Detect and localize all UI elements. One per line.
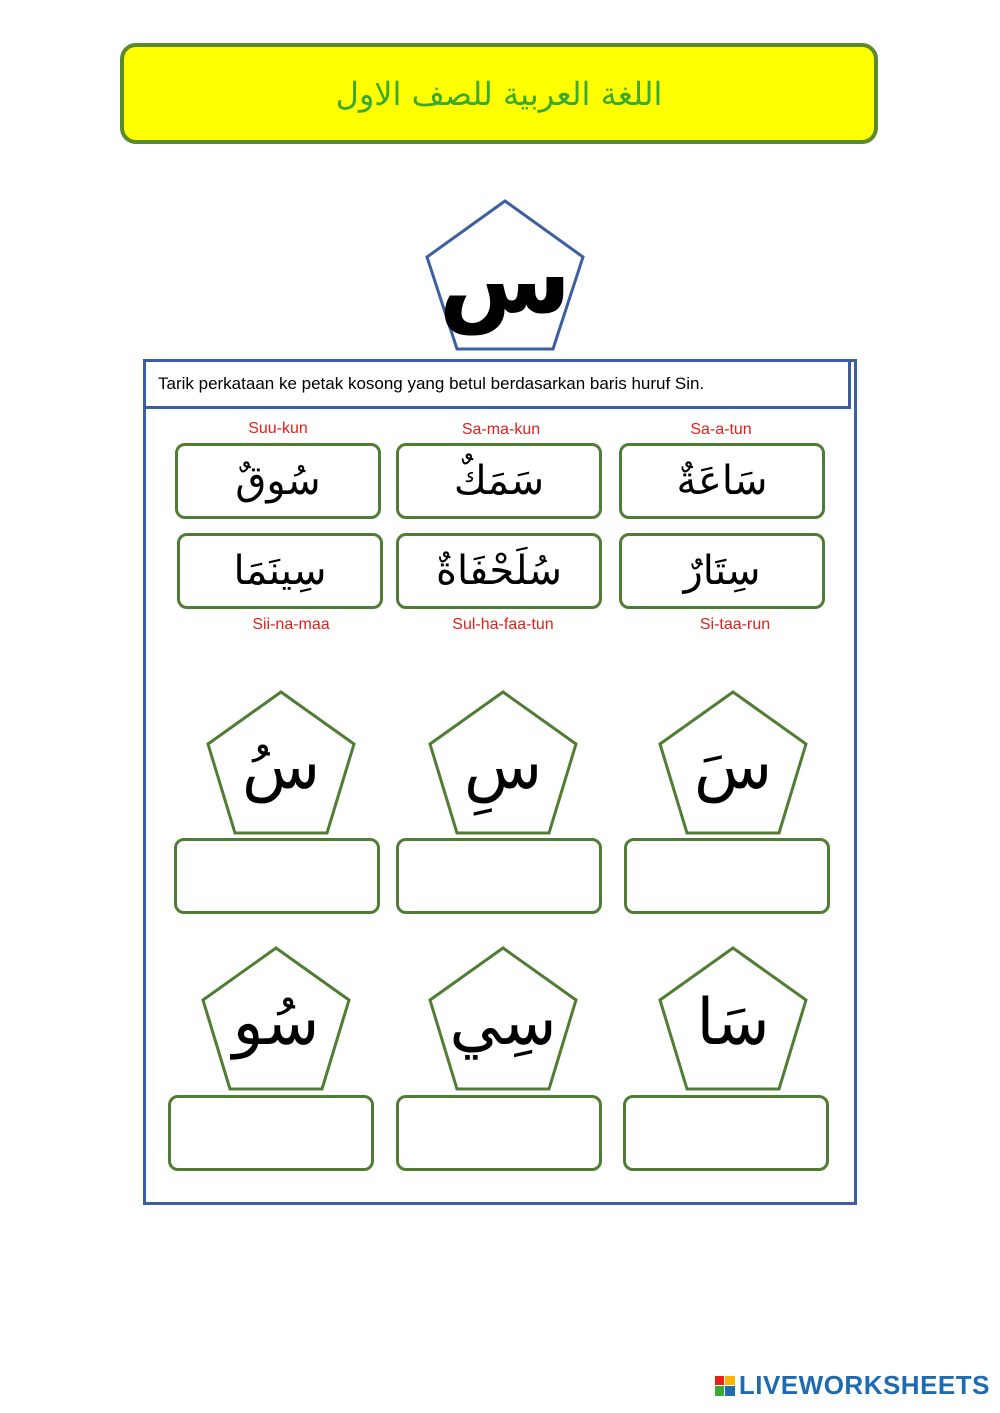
- target-letter: سِي: [449, 986, 557, 1060]
- drop-box[interactable]: [624, 838, 830, 914]
- word-card[interactable]: سُوقٌ: [175, 443, 381, 519]
- target-letter: سَا: [696, 986, 770, 1060]
- romanization-label: Suu-kun: [248, 420, 308, 437]
- drop-box[interactable]: [168, 1095, 374, 1171]
- word-card[interactable]: سُلَحْفَاةٌ: [396, 533, 602, 609]
- target-letter-pentagon: [206, 690, 356, 835]
- drop-box[interactable]: [623, 1095, 829, 1171]
- romanization-label: Sa-ma-kun: [461, 421, 541, 438]
- title-banner: [120, 43, 878, 144]
- target-letter-pentagon: [201, 946, 351, 1091]
- word-card[interactable]: سِتَارٌ: [619, 533, 825, 609]
- target-letter: سَ: [693, 730, 773, 804]
- brand-watermark: [715, 1370, 990, 1401]
- word-card[interactable]: سِينَمَا: [177, 533, 383, 609]
- romanization-label: Sa-a-tun: [690, 421, 752, 438]
- target-letter: سِ: [463, 730, 543, 804]
- romanization-label: Sul-ha-faa-tun: [452, 616, 554, 633]
- brand-logo-icon: [715, 1376, 735, 1396]
- romanization-label: Si-taa-run: [699, 616, 771, 633]
- target-letter-pentagon: [428, 690, 578, 835]
- word-card[interactable]: سَاعَةٌ: [619, 443, 825, 519]
- romanization-label: Sii-na-maa: [252, 616, 330, 633]
- target-letter: سُ: [241, 730, 321, 804]
- drop-box[interactable]: [396, 1095, 602, 1171]
- drop-box[interactable]: [174, 838, 380, 914]
- target-letter-pentagon: [658, 946, 808, 1091]
- drop-box[interactable]: [396, 838, 602, 914]
- target-letter: سُو: [232, 986, 320, 1060]
- brand-text: LIVEWORKSHEETS: [738, 1370, 990, 1400]
- page-title: اللغة العربية للصف الاول: [335, 74, 663, 113]
- target-letter-pentagon: [428, 946, 578, 1091]
- main-letter: س: [438, 223, 572, 335]
- target-letter-pentagon: [658, 690, 808, 835]
- instruction-text: Tarik perkataan ke petak kosong yang betul berdasarkan baris huruf Sin.: [143, 359, 851, 409]
- main-letter-pentagon: [425, 199, 585, 351]
- word-card[interactable]: سَمَكٌ: [396, 443, 602, 519]
